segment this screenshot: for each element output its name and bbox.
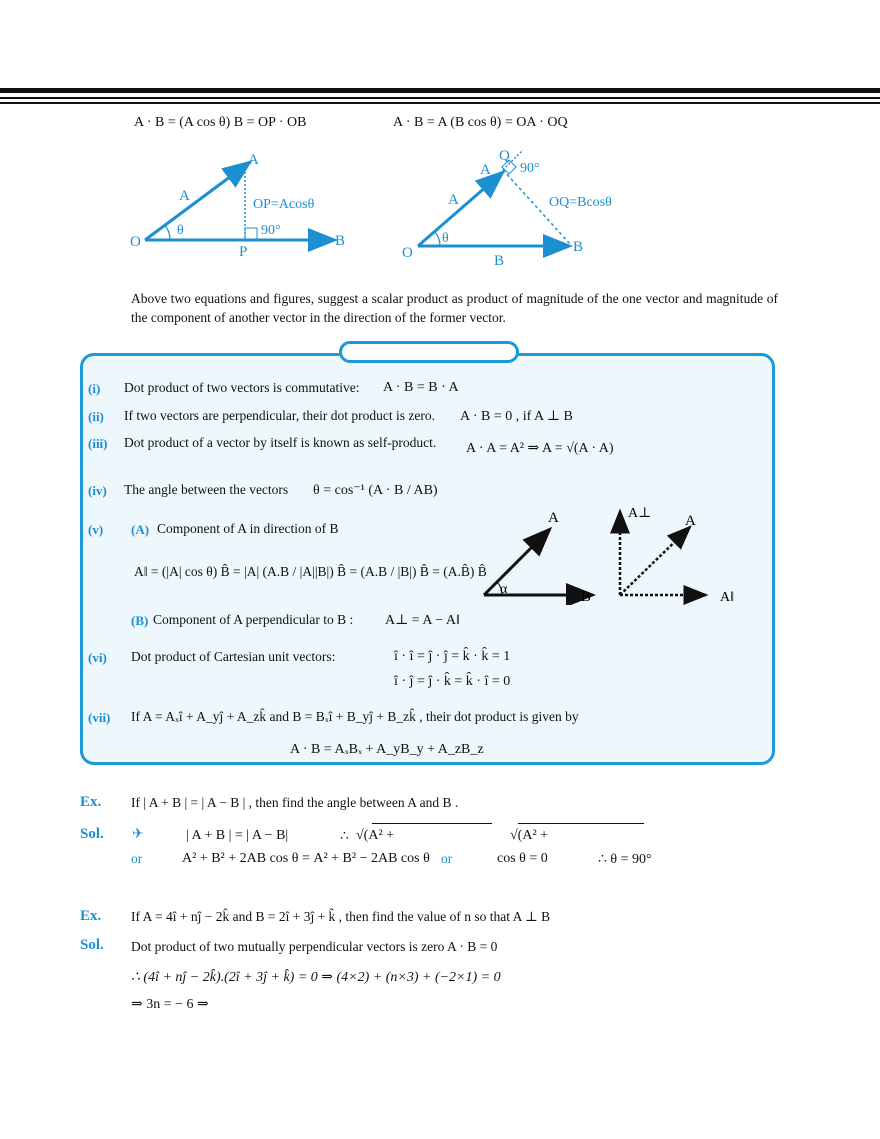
figure-projection-a <box>125 150 355 260</box>
fig-right-vecA: A <box>448 192 459 208</box>
header-rule-1 <box>0 97 880 99</box>
prop-sub-b: (B) <box>131 613 149 628</box>
figure-projection-b <box>398 144 638 270</box>
prop-num: (vi) <box>88 650 107 665</box>
solution-label: Sol. <box>80 826 104 842</box>
prop-text: If two vectors are perpendicular, their dot product is zero. <box>124 408 435 423</box>
fig-right-oq-label: OQ=Bcosθ <box>549 195 612 210</box>
prop-math-b: A⊥ = A − A‖ <box>385 613 460 628</box>
prop-text: If A = Aₓî + A_yĵ + A_zk̂ and B = Bₓî + B_yĵ + B_zk̂ , their dot product is given by <box>131 709 579 724</box>
prop-text-b: Component of A perpendicular to B : <box>153 612 354 627</box>
example-text: If A = 4î + nĵ − 2k̂ and B = 2î + 3ĵ + k̂ , then find the value of n so that A ⊥ B <box>131 909 551 924</box>
prop-num: (iv) <box>88 483 107 498</box>
prop-text: Dot product of Cartesian unit vectors: <box>131 649 336 664</box>
fig-right-O: O <box>402 245 413 261</box>
solution-label: Sol. <box>80 937 104 953</box>
prop-num: (v) <box>88 522 104 537</box>
header-rule-thick <box>0 88 880 93</box>
fig-left-theta: θ <box>177 223 184 238</box>
prop-math: A‖ = (|A| cos θ) B̂ = |A| (A.B / |A||B|) B̂ = (A.B / |B|) B̂ = (A.B̂) B̂ <box>134 564 487 579</box>
solution-line2: A² + B² + 2AB cos θ = A² + B² − 2AB cos θ <box>182 851 430 866</box>
solution-line1c: √(A² + <box>510 828 549 843</box>
arrow-icon: ✈ <box>132 827 144 842</box>
figure-component <box>478 505 768 605</box>
solution-line1: | A + B | = | A − B| <box>186 828 289 843</box>
prop-num: (iii) <box>88 436 108 451</box>
box-fig-A2: A <box>685 513 696 529</box>
prop-math: î · î = ĵ · ĵ = k̂ · k̂ = 1 <box>394 649 511 664</box>
fig-left-vecA: A <box>179 188 190 204</box>
box-fig-A-par: A‖ <box>720 590 735 605</box>
solution-line3: ⇒ 3n = − 6 ⇒ <box>131 997 209 1012</box>
or-label: or <box>131 851 143 866</box>
prop-math: A · B = AₓBₓ + A_yB_y + A_zB_z <box>290 742 484 757</box>
prop-math: A · B = 0 , if A ⊥ B <box>460 409 573 424</box>
fig-right-theta: θ <box>442 231 449 246</box>
solution-line2b: cos θ = 0 <box>497 851 548 866</box>
explanation-paragraph: Above two equations and figures, suggest a scalar product as product of magnitude of the one vector and magnitude of the component of another vector in the direction of the former vector. <box>131 291 778 325</box>
equation-right: A · B = A (B cos θ) = OA · OQ <box>393 115 568 130</box>
fig-right-90: 90° <box>520 161 540 176</box>
properties-box-tab <box>339 341 519 363</box>
solution-line1: Dot product of two mutually perpendicular vectors is zero A · B = 0 <box>131 939 498 954</box>
fig-left-90: 90° <box>261 223 281 238</box>
fig-left-op-label: OP=Acosθ <box>253 197 315 212</box>
fig-right-Q: Q <box>499 148 510 164</box>
sqrt-bar-1 <box>372 823 492 824</box>
solution-line1b: √(A² + <box>356 828 395 843</box>
header-rule-2 <box>0 102 880 104</box>
fig-left-B: B <box>335 233 346 249</box>
prop-num: (vii) <box>88 710 111 725</box>
prop-text: Dot product of two vectors is commutative: <box>124 380 360 395</box>
prop-num: (i) <box>88 381 101 396</box>
example-label: Ex. <box>80 794 102 810</box>
fig-right-A: A <box>480 162 491 178</box>
example-text: If | A + B | = | A − B | , then find the angle between A and B . <box>131 795 459 810</box>
prop-math: A · B = B · A <box>383 380 459 395</box>
prop-math-2: î · ĵ = ĵ · k̂ = k̂ · î = 0 <box>394 674 511 689</box>
solution-line2: ∴ (4î + nĵ − 2k̂).(2î + 3ĵ + k̂) = 0 ⇒ (4×2) + (n×3) + (−2×1) = 0 <box>131 970 501 985</box>
fig-right-vecB: B <box>494 253 505 269</box>
box-fig-A-perp: A⊥ <box>628 506 652 521</box>
prop-num: (ii) <box>88 409 104 424</box>
box-fig-alpha: α <box>500 582 508 597</box>
box-fig-A: A <box>548 510 559 526</box>
fig-left-O: O <box>130 234 141 250</box>
example-label: Ex. <box>80 908 102 924</box>
fig-right-B: B <box>573 239 584 255</box>
or-label: or <box>441 851 453 866</box>
fig-left-P: P <box>239 244 248 260</box>
prop-text: Dot product of a vector by itself is known as self-product. <box>124 435 437 450</box>
equation-left: A · B = (A cos θ) B = OP · OB <box>134 115 307 130</box>
prop-math: θ = cos⁻¹ (A · B / AB) <box>313 483 438 498</box>
sqrt-bar-2 <box>518 823 644 824</box>
fig-left-A: A <box>248 152 259 168</box>
therefore-symbol: ∴ <box>340 829 349 844</box>
prop-math: A · A = A² ⇒ A = √(A · A) <box>466 441 614 456</box>
box-fig-B: B <box>581 589 592 605</box>
solution-line2c: ∴ θ = 90° <box>598 852 652 867</box>
prop-text: Component of A in direction of B <box>157 521 339 536</box>
prop-sub-a: (A) <box>131 522 150 537</box>
prop-text: The angle between the vectors <box>124 482 289 497</box>
